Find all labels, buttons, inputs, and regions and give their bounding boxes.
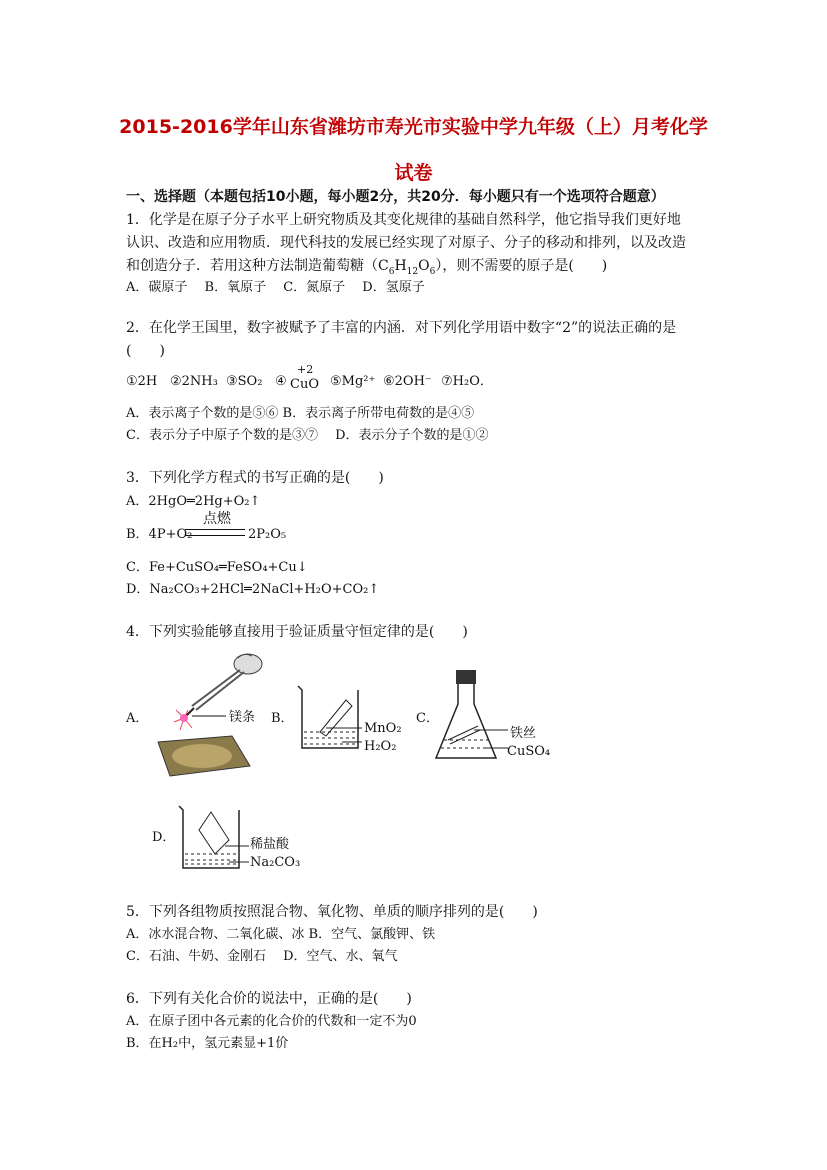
section-heading: 一、选择题（本题包括10小题，每小题2分，共20分．每小题只有一个选项符合题意） <box>126 189 665 205</box>
q4-b-label-h2o2: H₂O₂ <box>364 739 397 754</box>
q2-line1: 2．在化学王国里，数字被赋予了丰富的内涵．对下列化学用语中数字“2”的说法正确的是 <box>126 320 677 336</box>
q2-item-2: ②2NH₃ <box>170 374 218 389</box>
q2-options-ab: A．表示离子个数的是⑤⑥ B．表示离子所带电荷数的是④⑤ <box>126 406 475 421</box>
q6-option-b: B．在H₂中，氢元素显+1价 <box>126 1036 289 1051</box>
q1-line2: 认识、改造和应用物质．现代科技的发展已经实现了对原子、分子的移动和排列，以及改造 <box>126 235 686 251</box>
q3-option-c: C．Fe+CuSO₄═FeSO₄+Cu↓ <box>126 560 308 575</box>
q2-item-6: ⑥2OH⁻ <box>383 374 432 389</box>
q4-stem: 4．下列实验能够直接用于验证质量守恒定律的是( ) <box>126 624 468 640</box>
q2-line2: ( ) <box>126 343 165 359</box>
q1-line3-a: 和创造分子．若用这种方法制造葡萄糖（C <box>126 258 389 274</box>
q4-d-label-hcl: 稀盐酸 <box>250 837 290 852</box>
q3-stem: 3．下列化学方程式的书写正确的是( ) <box>126 470 384 486</box>
q2-options-cd: C．表示分子中原子个数的是③⑦ D．表示分子个数的是①② <box>126 428 489 443</box>
q2-cuo: CuO <box>290 377 319 392</box>
q3-option-b-pre: B．4P+O₂ <box>126 527 193 542</box>
q4-d-letter: D． <box>152 830 176 845</box>
q1-h: H <box>394 258 407 274</box>
q6-stem: 6．下列有关化合价的说法中，正确的是( ) <box>126 991 412 1007</box>
q1-sub-6b: 6 <box>429 266 436 277</box>
q4-beaker-d-figure <box>175 804 255 874</box>
q4-d-label-na2co3: Na₂CO₃ <box>250 855 301 870</box>
q3-option-b-condition: 点燃 <box>203 511 231 527</box>
q1-sub-6: 6 <box>388 266 395 277</box>
q1-line1: 1．化学是在原子分子水平上研究物质及其变化规律的基础自然科学，他它指导我们更好地 <box>126 212 681 228</box>
q1-line3-b: ），则不需要的原子是( ) <box>435 258 608 274</box>
q6-option-a: A．在原子团中各元素的化合价的代数和一定不为0 <box>126 1014 417 1029</box>
q4-flask-c-figure <box>430 668 510 768</box>
q4-b-letter: B． <box>271 711 294 726</box>
q2-item-7: ⑦H₂O． <box>441 374 493 389</box>
q1-sub-12: 12 <box>406 266 419 277</box>
q2-item-4: ④ <box>275 374 287 389</box>
q3-option-d: D．Na₂CO₃+2HCl═2NaCl+H₂O+CO₂↑ <box>126 582 380 597</box>
q2-valence: +2 <box>297 363 314 376</box>
q3-option-a: A．2HgO═2Hg+O₂↑ <box>126 494 261 509</box>
q4-b-label-mno2: MnO₂ <box>364 721 402 736</box>
q4-c-letter: C． <box>416 711 439 726</box>
q4-a-label: 镁条 <box>229 710 256 725</box>
q4-c-label-iron: 铁丝 <box>510 726 537 741</box>
q2-item-3: ③SO₂ <box>226 374 263 389</box>
q1-o: O <box>418 258 430 274</box>
q1-options: A．碳原子 B．氧原子 C．氮原子 D．氢原子 <box>126 280 425 295</box>
page-title-line1: 2015-2016学年山东省潍坊市寿光市实验中学九年级（上）月考化学 <box>119 116 708 138</box>
q2-item-1: ①2H <box>126 374 158 389</box>
q5-stem: 5．下列各组物质按照混合物、氧化物、单质的顺序排列的是( ) <box>126 904 538 920</box>
q5-options-cd: C．石油、牛奶、金刚石 D．空气、水、氧气 <box>126 949 398 964</box>
q2-item-5: ⑤Mg²⁺ <box>330 374 376 389</box>
q4-c-label-cuso4: CuSO₄ <box>507 744 551 759</box>
q1-line3 <box>126 257 607 281</box>
q5-options-ab: A．冰水混合物、二氧化碳、冰 B．空气、氯酸钾、铁 <box>126 927 436 942</box>
q3-equation-bar <box>185 529 245 536</box>
q4-a-letter: A． <box>126 711 149 726</box>
page-title-line2: 试卷 <box>394 162 433 184</box>
q4-beaker-b-figure <box>292 684 372 754</box>
q3-option-b-post: 2P₂O₅ <box>248 527 287 542</box>
